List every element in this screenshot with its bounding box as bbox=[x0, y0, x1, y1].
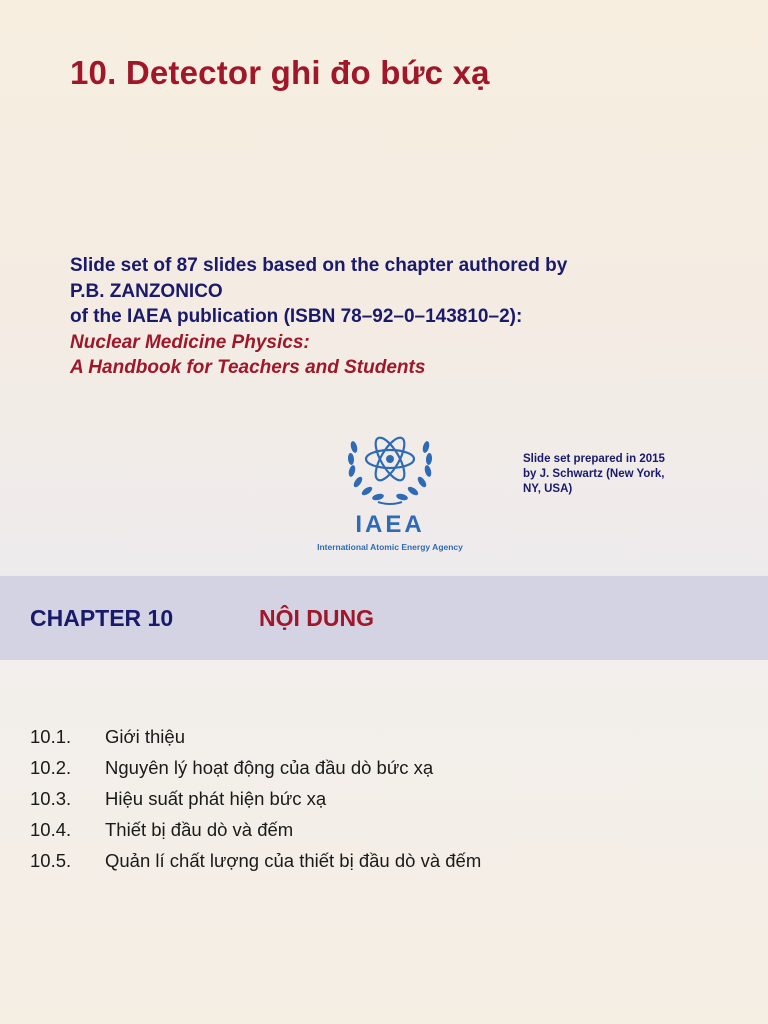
contents-heading: NỘI DUNG bbox=[259, 605, 374, 631]
prepared-line-3: NY, USA) bbox=[523, 483, 573, 495]
toc-text: Hiệu suất phát hiện bức xạ bbox=[105, 787, 327, 809]
book-title-line-1: Nuclear Medicine Physics: bbox=[70, 331, 310, 353]
toc-text: Quản lí chất lượng của thiết bị đầu dò và đếm bbox=[105, 849, 482, 871]
toc-number: 10.1. bbox=[30, 725, 72, 747]
toc-text: Thiết bị đầu dò và đếm bbox=[105, 818, 294, 840]
book-title-line-2: A Handbook for Teachers and Students bbox=[70, 357, 426, 378]
citation-line-1: Slide set of 87 slides based on the chapter authored by bbox=[70, 255, 568, 276]
toc-text: Nguyên lý hoạt động của đầu dò bức xạ bbox=[105, 756, 434, 778]
toc-item bbox=[30, 752, 481, 783]
toc-item bbox=[30, 783, 481, 814]
toc-item bbox=[30, 721, 481, 752]
chapter-label: CHAPTER 10 bbox=[30, 605, 174, 631]
toc-text: Giới thiệu bbox=[105, 725, 185, 747]
chapter-band bbox=[0, 576, 768, 660]
iaea-acronym: IAEA bbox=[355, 511, 425, 538]
citation-author: P.B. ZANZONICO bbox=[70, 280, 223, 302]
toc-number: 10.3. bbox=[30, 787, 72, 809]
iaea-full-name: International Atomic Energy Agency bbox=[317, 542, 463, 552]
table-of-contents bbox=[30, 721, 481, 876]
toc-number: 10.4. bbox=[30, 818, 72, 840]
citation-block bbox=[70, 253, 710, 381]
toc-number: 10.5. bbox=[30, 849, 72, 871]
prepared-by-note bbox=[523, 452, 703, 497]
prepared-line-2: by J. Schwartz (New York, bbox=[523, 468, 665, 480]
iaea-logo bbox=[300, 425, 480, 560]
toc-item bbox=[30, 845, 481, 876]
toc-item bbox=[30, 814, 481, 845]
slide-title: 10. Detector ghi đo bức xạ bbox=[70, 54, 490, 91]
atom-laurel-icon bbox=[340, 425, 440, 507]
citation-publication: of the IAEA publication (ISBN 78–92–0–143810–2): bbox=[70, 306, 523, 327]
toc-number: 10.2. bbox=[30, 756, 72, 778]
prepared-line-1: Slide set prepared in 2015 bbox=[523, 453, 665, 465]
